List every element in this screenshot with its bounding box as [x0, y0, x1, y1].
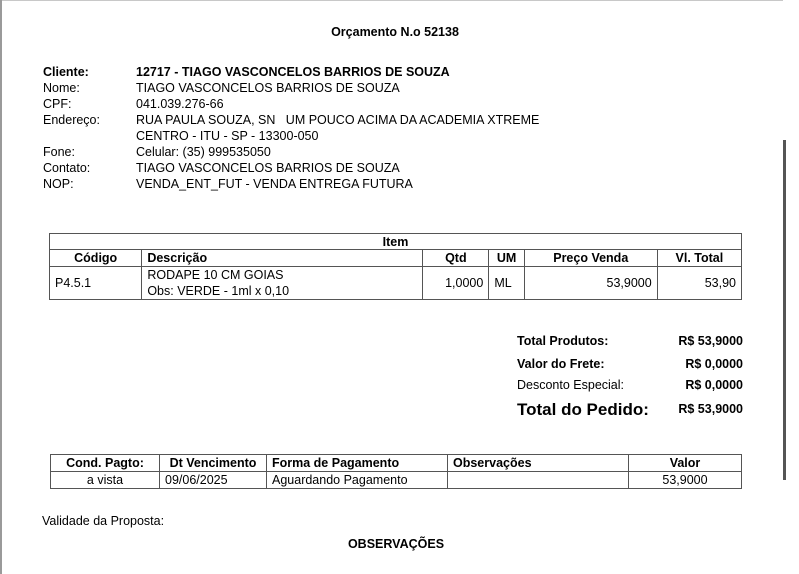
col-header-cond: Cond. Pagto: [51, 455, 160, 472]
nop-value: VENDA_ENT_FUT - VENDA ENTREGA FUTURA [136, 177, 413, 191]
col-header-total: Vl. Total [657, 250, 741, 267]
scrollbar-thumb[interactable] [783, 140, 786, 480]
col-header-valor: Valor [629, 455, 742, 472]
desconto-value: R$ 0,0000 [685, 378, 743, 392]
name-value: TIAGO VASCONCELOS BARRIOS DE SOUZA [136, 81, 400, 95]
payment-row [51, 472, 742, 489]
cell-qtd: 1,0000 [423, 267, 489, 300]
client-info [43, 64, 539, 192]
observacoes-title: OBSERVAÇÕES [347, 537, 445, 551]
cpf-row [43, 96, 539, 112]
address-row [43, 112, 539, 128]
contact-value: TIAGO VASCONCELOS BARRIOS DE SOUZA [136, 161, 400, 175]
contact-label: Contato: [43, 161, 91, 175]
validade-label: Validade da Proposta: [42, 514, 165, 528]
phone-value: Celular: (35) 999535050 [136, 145, 271, 159]
cell-cond: a vista [51, 472, 160, 489]
name-label: Nome: [43, 81, 80, 95]
address-row-2 [43, 128, 539, 144]
document-title: Orçamento N.o 52138 [331, 25, 459, 39]
cell-forma: Aguardando Pagamento [267, 472, 448, 489]
items-header-row [50, 250, 742, 267]
cell-um: ML [489, 267, 525, 300]
items-group-header: Item [50, 234, 742, 250]
nop-label: NOP: [43, 177, 74, 191]
col-header-codigo: Código [50, 250, 142, 267]
client-row [43, 64, 539, 80]
col-header-vencimento: Dt Vencimento [160, 455, 267, 472]
col-header-forma: Forma de Pagamento [267, 455, 448, 472]
item-description: RODAPE 10 CM GOIAS [147, 268, 284, 282]
nop-row [43, 176, 539, 192]
address-line2: CENTRO - ITU - SP - 13300-050 [136, 129, 319, 143]
frame-left-border [0, 0, 2, 574]
cell-descricao [142, 267, 423, 300]
col-header-um: UM [489, 250, 525, 267]
items-table [49, 233, 742, 300]
address-label: Endereço: [43, 113, 100, 127]
payment-header-row [51, 455, 742, 472]
vertical-scrollbar[interactable] [783, 0, 799, 574]
desconto-label: Desconto Especial: [517, 378, 625, 392]
total-pedido-label: Total do Pedido: [517, 400, 649, 419]
contact-row [43, 160, 539, 176]
col-header-qtd: Qtd [423, 250, 489, 267]
cpf-value: 041.039.276-66 [136, 97, 224, 111]
items-group-header-row [50, 234, 742, 250]
col-header-observacoes: Observações [448, 455, 629, 472]
cell-vencimento: 09/06/2025 [160, 472, 267, 489]
col-header-preco: Preço Venda [524, 250, 657, 267]
frame-top-border [0, 0, 799, 1]
cell-preco: 53,9000 [524, 267, 657, 300]
cell-observacoes [448, 472, 629, 489]
frete-value: R$ 0,0000 [685, 357, 743, 371]
total-produtos-value: R$ 53,9000 [678, 334, 743, 348]
cell-codigo: P4.5.1 [50, 267, 142, 300]
address-line1: RUA PAULA SOUZA, SN UM POUCO ACIMA DA ACADEMIA XTREME [136, 113, 540, 127]
frete-label: Valor do Frete: [517, 357, 605, 371]
phone-row [43, 144, 539, 160]
table-row [50, 267, 742, 300]
cell-valor: 53,9000 [629, 472, 742, 489]
payment-table [50, 454, 742, 489]
item-obs: Obs: VERDE - 1ml x 0,10 [147, 284, 290, 298]
name-row [43, 80, 539, 96]
col-header-descricao: Descrição [142, 250, 423, 267]
cell-total: 53,90 [657, 267, 741, 300]
total-pedido-value: R$ 53,9000 [678, 402, 743, 416]
cpf-label: CPF: [43, 97, 72, 111]
total-produtos-label: Total Produtos: [517, 334, 609, 348]
client-label: Cliente: [43, 65, 89, 79]
phone-label: Fone: [43, 145, 75, 159]
client-value: 12717 - TIAGO VASCONCELOS BARRIOS DE SOUZA [136, 65, 450, 79]
